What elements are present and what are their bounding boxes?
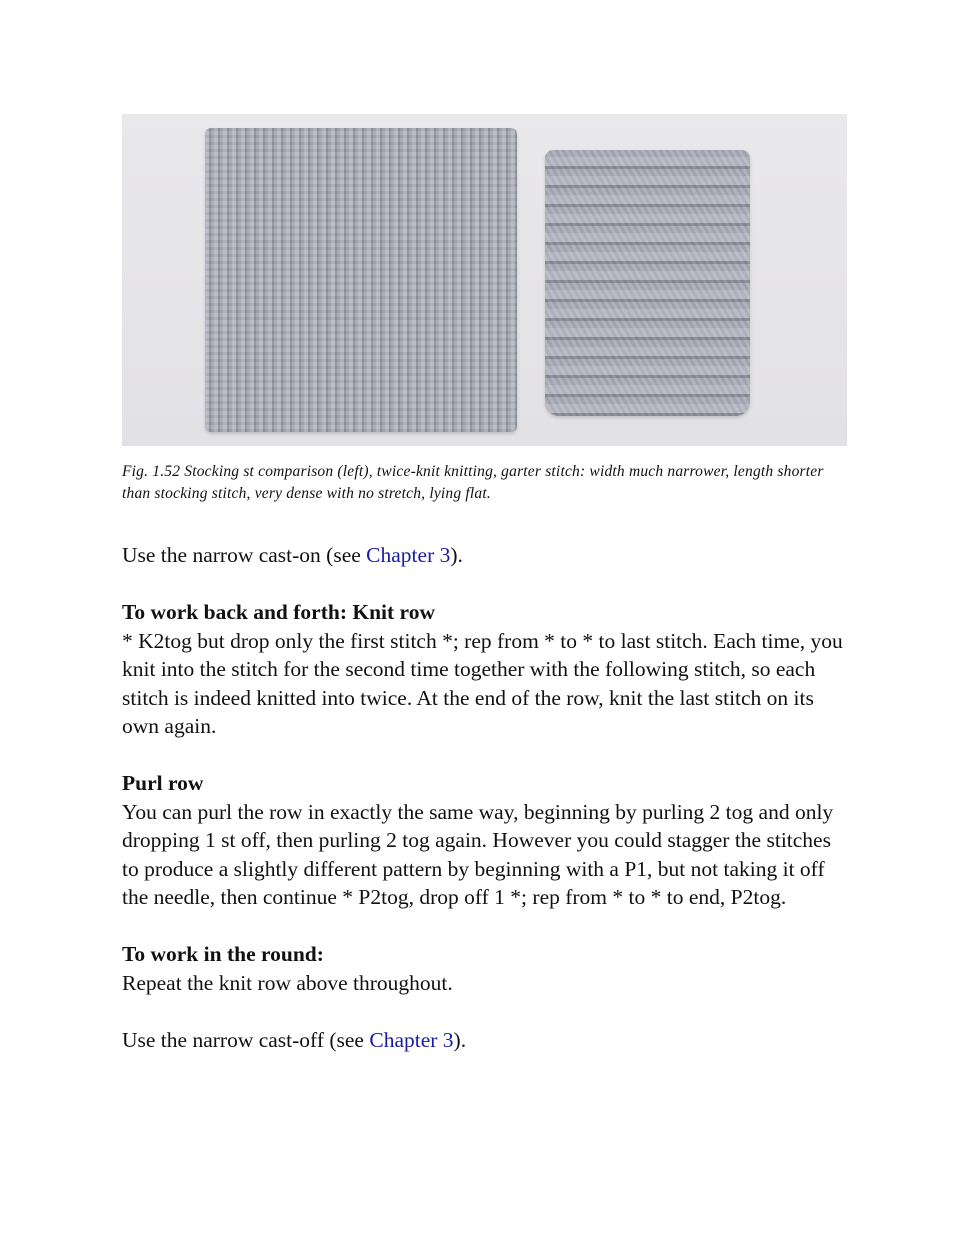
body-text [122, 541, 852, 1083]
cast-off-paragraph [122, 1026, 852, 1055]
section-text: Repeat the knit row above throughout. [122, 970, 453, 995]
round-section [122, 940, 852, 997]
text: Use the narrow cast-off (see [122, 1027, 370, 1052]
text: ). [450, 543, 463, 567]
cast-on-paragraph [122, 541, 852, 570]
figure-photo [122, 114, 847, 446]
section-text: * K2tog but drop only the first stitch *; rep from * to * to last stitch. Each time, you knit into the stitch for the second time together with the following stitch, so each stitch is indeed knitted into twice. At the end of the row, knit the last stitch on its own again. [122, 628, 843, 738]
chapter-link[interactable]: Chapter 3 [369, 1027, 454, 1052]
purl-row-section [122, 769, 852, 912]
stocking-stitch-swatch [205, 128, 517, 432]
knit-row-section [122, 598, 852, 741]
section-heading: To work in the round: [122, 942, 324, 966]
section-text: You can purl the row in exactly the same way, beginning by purling 2 tog and only dropping 1 st off, then purling 2 tog again. However you could stagger the stitches to produce a slightly different pattern by beginning with a P1, but not taking it off the needle, then continue * P2tog, drop off 1 *; rep from * to * to end, P2tog. [122, 799, 834, 909]
text: ). [453, 1027, 467, 1052]
twice-knit-swatch [545, 150, 750, 416]
section-heading: Purl row [122, 771, 204, 795]
text: Use the narrow cast-on (see [122, 543, 367, 567]
chapter-link[interactable]: Chapter 3 [366, 543, 451, 567]
section-heading: To work back and forth: Knit row [122, 600, 435, 624]
figure-caption: Fig. 1.52 Stocking st comparison (left), twice-knit knitting, garter stitch: width much narrower, length shorter than stocking stitch, very dense with no stretch, lying flat. [122, 463, 824, 502]
